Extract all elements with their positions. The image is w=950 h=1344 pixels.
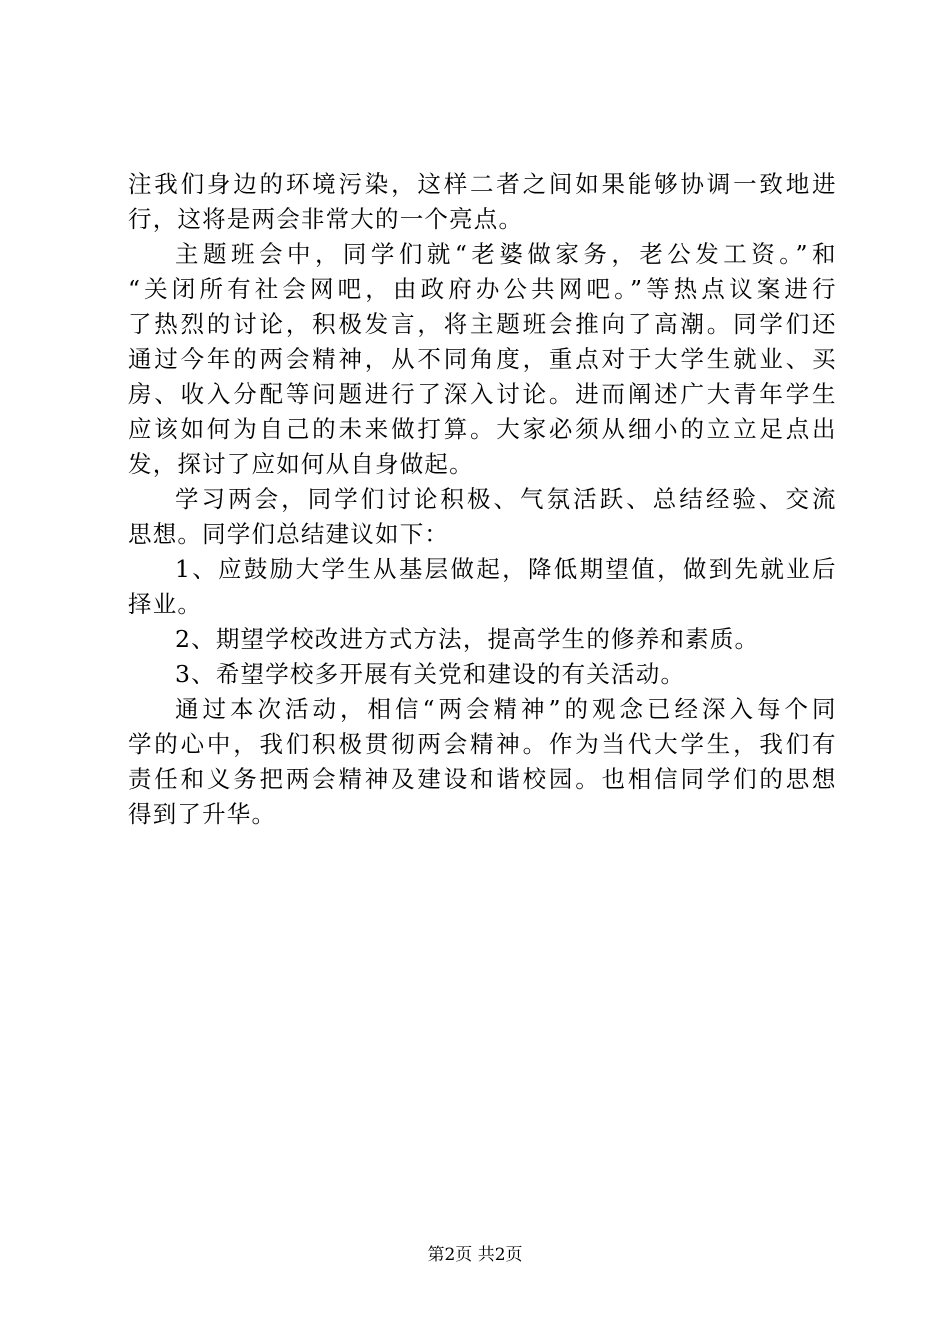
text-line: 房、收入分配等问题进行了深入讨论。进而阐述广大青年学生 bbox=[128, 380, 836, 408]
text-line: 主题班会中，同学们就“老婆做家务，老公发工资。”和 bbox=[175, 240, 836, 268]
paragraph-conclusion bbox=[128, 692, 836, 832]
text-line: 3、希望学校多开展有关党和建设的有关活动。 bbox=[175, 660, 686, 688]
text-line: 得到了升华。 bbox=[128, 800, 277, 828]
text-line: 通过今年的两会精神，从不同角度，重点对于大学生就业、买 bbox=[128, 345, 836, 373]
page-number-footer: 第2页 共2页 bbox=[427, 1245, 523, 1265]
paragraph-summary bbox=[128, 482, 836, 552]
text-line: 应该如何为自己的未来做打算。大家必须从细小的立立足点出 bbox=[128, 415, 836, 443]
text-line: 择业。 bbox=[128, 590, 203, 618]
text-line: 2、期望学校改进方式方法，提高学生的修养和素质。 bbox=[175, 625, 760, 653]
text-line: 发，探讨了应如何从自身做起。 bbox=[128, 450, 474, 478]
text-line: 通过本次活动，相信“两会精神”的观念已经深入每个同 bbox=[175, 695, 836, 723]
text-line: 1、应鼓励大学生从基层做起，降低期望值，做到先就业后 bbox=[175, 555, 836, 583]
text-line: 注我们身边的环境污染，这样二者之间如果能够协调一致地进 bbox=[128, 170, 836, 198]
text-line: “关闭所有社会网吧，由政府办公共网吧。”等热点议案进行 bbox=[128, 275, 836, 303]
list-item-2 bbox=[128, 622, 836, 657]
text-line: 了热烈的讨论，积极发言，将主题班会推向了高潮。同学们还 bbox=[128, 310, 836, 338]
text-line: 思想。同学们总结建议如下： bbox=[128, 520, 450, 548]
document-body bbox=[128, 167, 836, 832]
text-line: 学习两会，同学们讨论积极、气氛活跃、总结经验、交流 bbox=[175, 485, 836, 513]
paragraph-environment bbox=[128, 167, 836, 237]
list-item-3 bbox=[128, 657, 836, 692]
text-line: 行，这将是两会非常大的一个亮点。 bbox=[128, 205, 524, 233]
text-line: 责任和义务把两会精神及建设和谐校园。也相信同学们的思想 bbox=[128, 765, 836, 793]
list-item-1 bbox=[128, 552, 836, 622]
paragraph-class-meeting bbox=[128, 237, 836, 482]
text-line: 学的心中，我们积极贯彻两会精神。作为当代大学生，我们有 bbox=[128, 730, 836, 758]
